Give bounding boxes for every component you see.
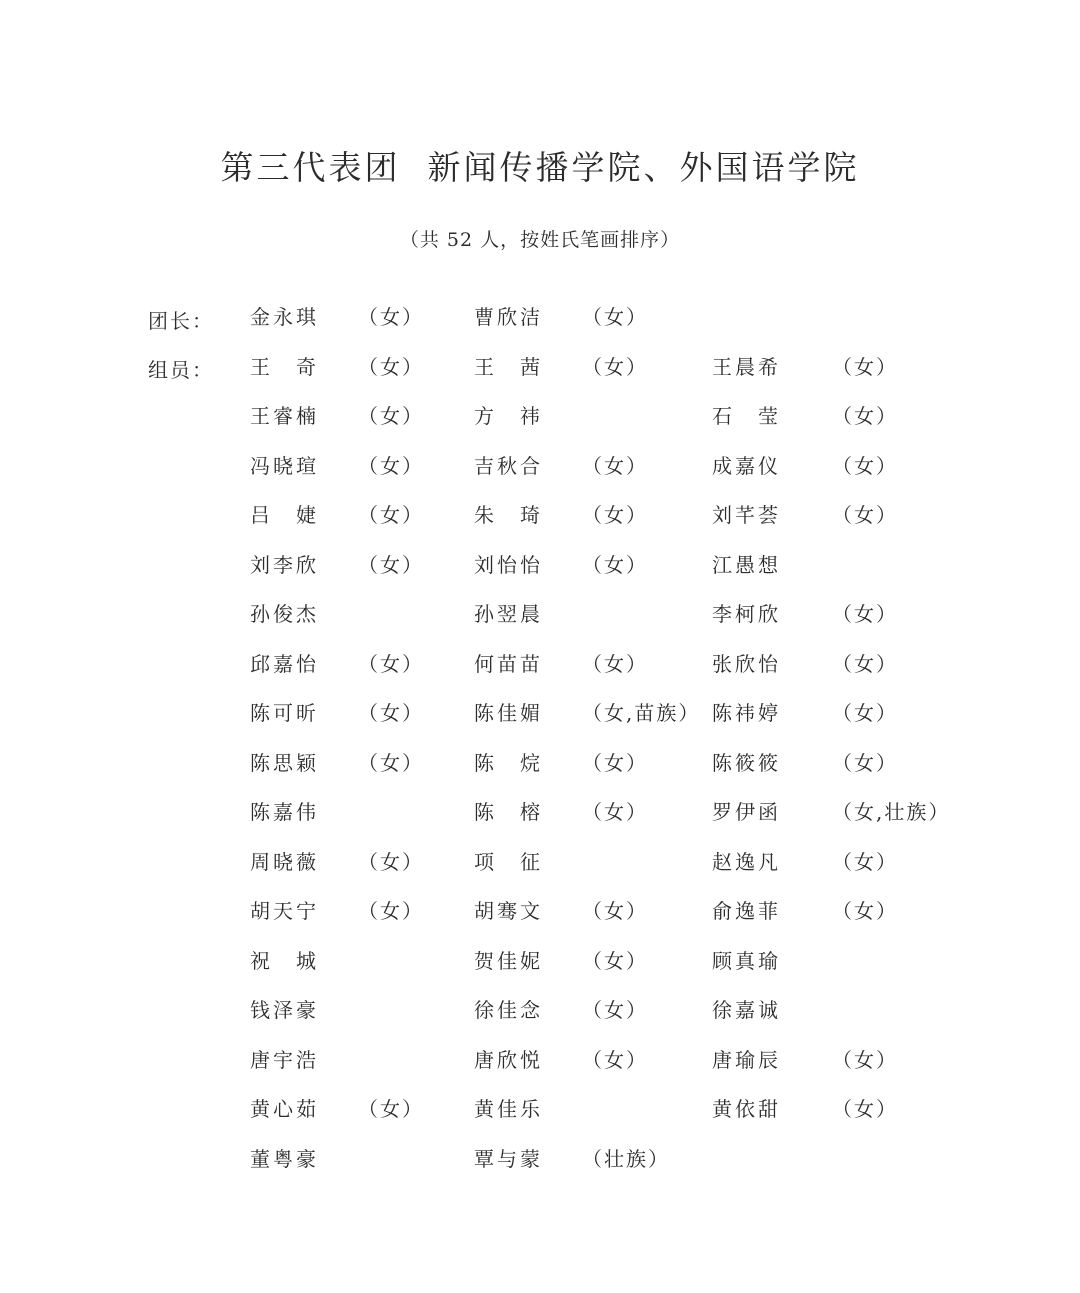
person-name: 祝城	[250, 948, 316, 973]
leaders-label: 团长：	[148, 309, 214, 333]
members-row	[0, 894, 1080, 944]
person-name: 徐佳念	[474, 998, 540, 1022]
roster-table	[0, 300, 1080, 1191]
members-row	[0, 845, 1080, 895]
person-name: 唐瑜辰	[712, 1047, 778, 1072]
person-name: 邱嘉怡	[250, 651, 316, 676]
person-note: （女）	[832, 849, 898, 874]
person-name: 唐宇浩	[250, 1047, 316, 1072]
members-row	[0, 548, 1080, 598]
members-row	[0, 647, 1080, 697]
document-title: 第三代表团 新闻传播学院、外国语学院	[220, 148, 860, 187]
person-name: 张欣怡	[712, 651, 778, 676]
person-name: 陈思颖	[250, 750, 316, 775]
members-row	[0, 696, 1080, 746]
person-note: （女）	[582, 899, 648, 923]
person-note: （女）	[832, 404, 898, 428]
person-note: （女）	[832, 1047, 898, 1072]
members-row	[0, 1043, 1080, 1093]
person-name: 冯晓瑄	[250, 453, 316, 478]
person-name: 金永琪	[250, 305, 316, 329]
person-note: （女）	[582, 800, 648, 824]
members-row	[0, 1142, 1080, 1192]
person-name: 李柯欣	[712, 602, 778, 626]
person-name: 赵逸凡	[712, 849, 778, 874]
person-note: （女）	[358, 1097, 424, 1121]
person-name: 王睿楠	[250, 404, 316, 428]
members-row	[0, 449, 1080, 499]
person-note: （女）	[358, 453, 424, 478]
person-name: 胡天宁	[250, 899, 316, 923]
person-name: 罗伊函	[712, 800, 778, 824]
person-name: 朱琦	[474, 503, 540, 527]
leaders-row	[0, 300, 1080, 350]
person-name: 陈祎婷	[712, 701, 778, 725]
members-row	[0, 350, 1080, 400]
person-name: 孙翌晨	[474, 602, 540, 626]
members-row	[0, 498, 1080, 548]
person-name: 王茜	[474, 354, 540, 379]
person-note: （女）	[582, 453, 648, 478]
person-note: （女）	[358, 354, 424, 379]
person-note: （女）	[358, 899, 424, 923]
person-note: （女）	[358, 503, 424, 527]
members-row	[0, 1092, 1080, 1142]
members-row	[0, 746, 1080, 796]
person-name: 陈佳媚	[474, 701, 540, 725]
person-note: （女）	[358, 651, 424, 676]
person-note: （女）	[832, 354, 898, 379]
person-name: 黄佳乐	[474, 1097, 540, 1121]
person-name: 石莹	[712, 404, 778, 428]
person-note: （女）	[832, 651, 898, 676]
person-note: （女）	[832, 602, 898, 626]
members-row	[0, 944, 1080, 994]
person-note: （女）	[358, 849, 424, 874]
person-note: （女）	[582, 948, 648, 973]
person-name: 周晓薇	[250, 849, 316, 874]
members-label: 组员：	[148, 358, 214, 382]
person-name: 贺佳妮	[474, 948, 540, 973]
person-name: 何苗苗	[474, 651, 540, 676]
person-note: （女）	[358, 701, 424, 725]
person-name: 江愚想	[712, 552, 778, 577]
person-note: （女）	[358, 750, 424, 775]
members-row	[0, 993, 1080, 1043]
person-name: 唐欣悦	[474, 1047, 540, 1072]
person-name: 陈烷	[474, 750, 540, 775]
person-name: 孙俊杰	[250, 602, 316, 626]
person-note: （女）	[832, 701, 898, 725]
person-note: （壮族）	[582, 1146, 670, 1171]
person-note: （女）	[358, 404, 424, 428]
person-note: （女,苗族）	[582, 701, 701, 725]
person-note: （女）	[832, 453, 898, 478]
person-note: （女）	[832, 750, 898, 775]
person-name: 徐嘉诚	[712, 998, 778, 1022]
person-note: （女）	[582, 552, 648, 577]
person-note: （女,壮族）	[832, 800, 951, 824]
person-name: 刘李欣	[250, 552, 316, 577]
person-note: （女）	[582, 305, 648, 329]
person-note: （女）	[582, 651, 648, 676]
members-row	[0, 399, 1080, 449]
person-name: 陈可昕	[250, 701, 316, 725]
person-note: （女）	[582, 750, 648, 775]
person-name: 陈榕	[474, 800, 540, 824]
person-note: （女）	[832, 1097, 898, 1121]
members-row	[0, 597, 1080, 647]
person-name: 董粤豪	[250, 1146, 316, 1171]
person-note: （女）	[582, 998, 648, 1022]
person-note: （女）	[832, 503, 898, 527]
person-note: （女）	[582, 354, 648, 379]
person-name: 陈筱筱	[712, 750, 778, 775]
person-name: 王奇	[250, 354, 316, 379]
person-name: 成嘉仪	[712, 453, 778, 478]
person-name: 王晨希	[712, 354, 778, 379]
person-name: 方祎	[474, 404, 540, 428]
person-name: 钱泽豪	[250, 998, 316, 1022]
person-name: 曹欣洁	[474, 305, 540, 329]
person-name: 黄依甜	[712, 1097, 778, 1121]
person-name: 刘怡怡	[474, 552, 540, 577]
person-name: 刘芊荟	[712, 503, 778, 527]
person-name: 俞逸菲	[712, 899, 778, 923]
members-row	[0, 795, 1080, 845]
person-name: 覃与蒙	[474, 1146, 540, 1171]
person-note: （女）	[582, 1047, 648, 1072]
person-name: 陈嘉伟	[250, 800, 316, 824]
person-name: 顾真瑜	[712, 948, 778, 973]
person-name: 吉秋合	[474, 453, 540, 478]
person-name: 黄心茹	[250, 1097, 316, 1121]
person-name: 吕婕	[250, 503, 316, 527]
document-subtitle: （共 52 人，按姓氏笔画排序）	[399, 229, 681, 251]
person-name: 胡骞文	[474, 899, 540, 923]
person-note: （女）	[582, 503, 648, 527]
person-note: （女）	[358, 552, 424, 577]
person-name: 项征	[474, 849, 540, 874]
person-note: （女）	[832, 899, 898, 923]
person-note: （女）	[358, 305, 424, 329]
